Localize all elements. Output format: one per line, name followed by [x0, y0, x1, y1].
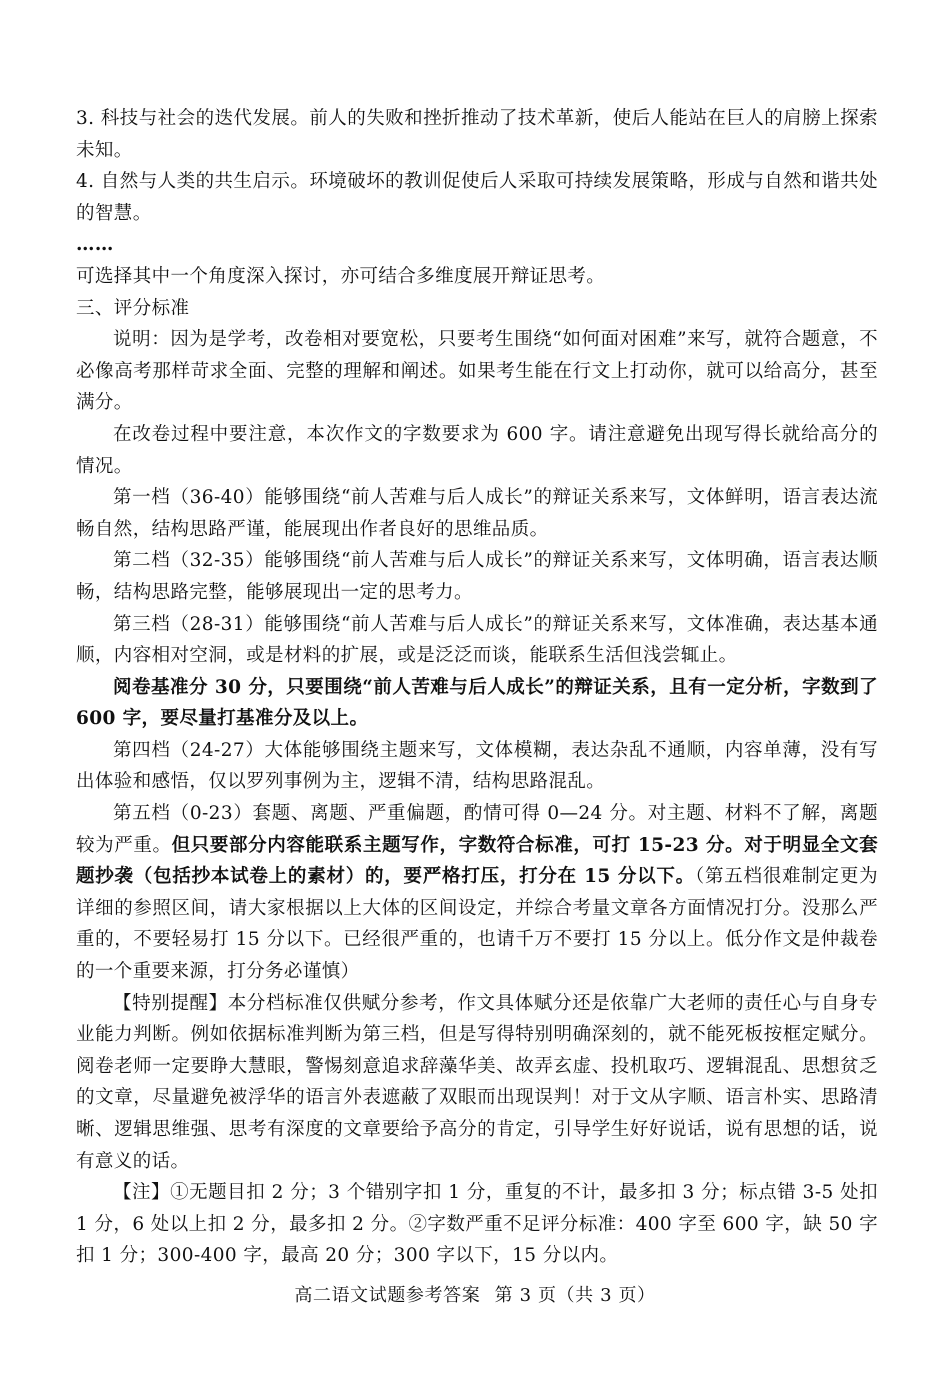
angle-item-3: 3. 科技与社会的迭代发展。前人的失败和挫折推动了技术革新，使后人能站在巨人的肩膀上探索未知。 — [76, 108, 878, 161]
angle-item-4: 4. 自然与人类的共生启示。环境破坏的教训促使后人采取可持续发展策略，形成与自然和谐共处的智慧。 — [76, 171, 878, 224]
page-footer — [0, 1281, 950, 1307]
grade-tier-5-intro: 第五档（0-23）套题、离题、严重偏题，酌情可得 0—24 分。对主题、材料不了解，离题较为严重。 — [76, 803, 878, 856]
answer-key-body — [76, 103, 878, 1272]
grade-tier-2: 第二档（32-35）能够围绕“前人苦难与后人成长”的辩证关系来写，文体明确，语言表达顺畅，结构思路完整，能够展现出一定的思考力。 — [76, 550, 878, 603]
baseline-score-note: 阅卷基准分 30 分，只要围绕“前人苦难与后人成长”的辩证关系，且有一定分析，字数到了 600 字，要尽量打基准分及以上。 — [76, 676, 878, 730]
grade-tier-4: 第四档（24-27）大体能够围绕主题来写，文体模糊，表达杂乱不通顺，内容单薄，没有写出体验和感悟，仅以罗列事例为主，逻辑不清，结构思路混乱。 — [76, 739, 878, 793]
grade-tier-5-remark: （第五档很难制定更为详细的参照区间，请大家根据以上大体的区间设定，并综合考量文章各方面情况打分。没那么严重的，不要轻易打 15 分以下。已经很严重的，也请千万不要打 15 分以上。低分作文是仲裁卷的一个重要来源，打分务必谨慎） — [76, 866, 878, 983]
grade-tier-3: 第三档（28-31）能够围绕“前人苦难与后人成长”的辩证关系来写，文体准确，表达基本通顺，内容相对空洞，或是材料的扩展，或是泛泛而谈，能联系生活但浅尝辄止。 — [76, 613, 878, 667]
angle-summary: 可选择其中一个角度深入探讨，亦可结合多维度展开辩证思考。 — [76, 265, 606, 287]
grade-tier-5-emphasis: 但只要部分内容能联系主题写作，字数符合标准，可打 15-23 分。对于明显全文套题抄袭（包括抄本试卷上的素材）的，要严格打压，打分在 15 分以下。 — [76, 834, 878, 888]
ellipsis: …… — [76, 234, 114, 256]
word-count-note: 在改卷过程中要注意，本次作文的字数要求为 600 字。请注意避免出现写得长就给高分的情况。 — [76, 423, 878, 477]
footer-title: 高二语文试题参考答案 — [294, 1285, 481, 1306]
section-heading-scoring: 三、评分标准 — [76, 297, 190, 319]
deduction-notes: 【注】①无题目扣 2 分；3 个错别字扣 1 分，重复的不计，最多扣 3 分；标点错 3-5 处扣 1 分，6 处以上扣 2 分，最多扣 2 分。②字数严重不足评分标准：400 字至 600 字，缺 50 字扣 1 分；300-400 字，最高 20 分；300 字以下，15 分以内。 — [76, 1182, 878, 1267]
footer-page-number: 第 3 页（共 3 页） — [494, 1285, 656, 1306]
grade-tier-5 — [76, 798, 878, 988]
scoring-explanation: 说明：因为是学考，改卷相对要宽松，只要考生围绕“如何面对困难”来写，就符合题意，不必像高考那样苛求全面、完整的理解和阐述。如果考生能在行文上打动你，就可以给高分，甚至满分。 — [76, 329, 878, 414]
grade-tier-1: 第一档（36-40）能够围绕“前人苦难与后人成长”的辩证关系来写，文体鲜明，语言表达流畅自然，结构思路严谨，能展现出作者良好的思维品质。 — [76, 487, 878, 540]
special-reminder: 【特别提醒】本分档标准仅供赋分参考，作文具体赋分还是依靠广大老师的责任心与自身专业能力判断。例如依据标准判断为第三档，但是写得特别明确深刻的，就不能死板按框定赋分。阅卷老师一定要睁大慧眼，警惕刻意追求辞藻华美、故弄玄虚、投机取巧、逻辑混乱、思想贫乏的文章，尽量避免被浮华的语言外表遮蔽了双眼而出现误判！对于文从字顺、语言朴实、思路清晰、逻辑思维强、思考有深度的文章要给予高分的肯定，引导学生好好说话，说有思想的话，说有意义的话。 — [76, 992, 878, 1172]
